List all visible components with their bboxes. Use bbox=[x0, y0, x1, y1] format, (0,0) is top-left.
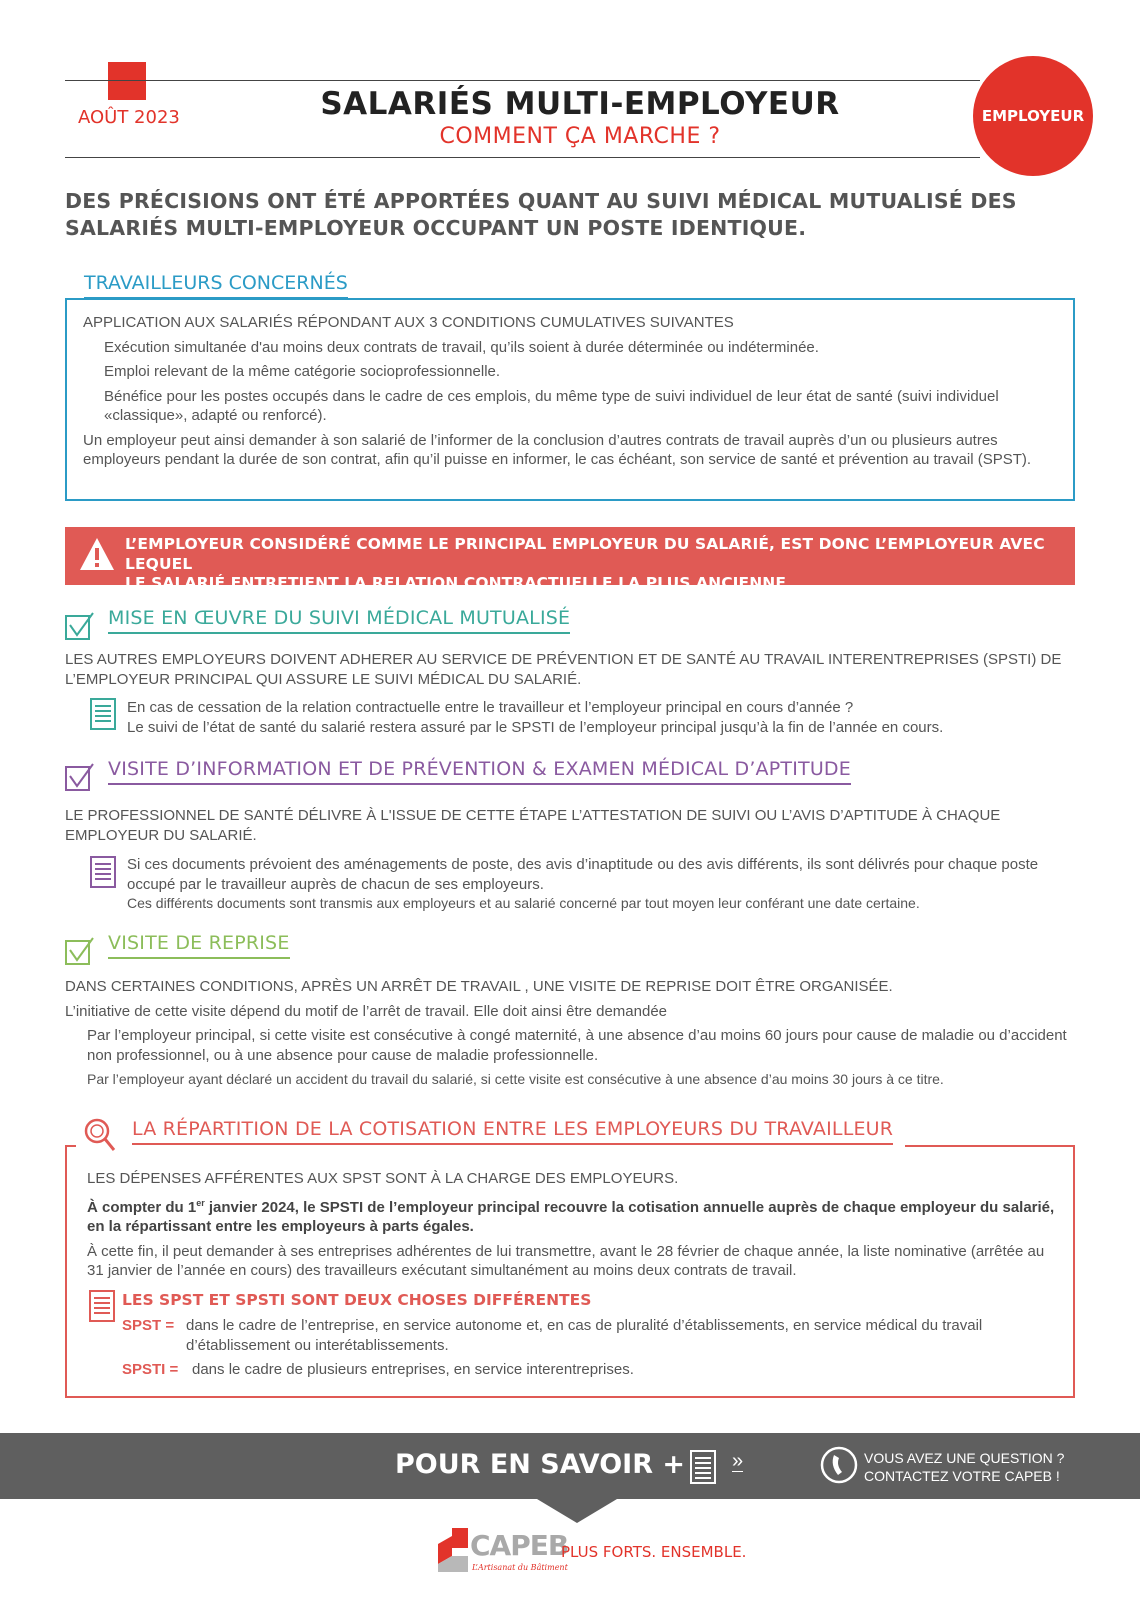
document-icon bbox=[90, 698, 116, 730]
capeb-logo bbox=[434, 1526, 569, 1576]
repartition-bold-pre: À compter du 1 bbox=[87, 1198, 197, 1216]
mise-en-oeuvre-question: En cas de cessation de la relation contractuelle entre le travailleur et l’employeur principal en cours d’année ? bbox=[127, 699, 854, 716]
contact-line-2: CONTACTEZ VOTRE CAPEB ! bbox=[864, 1468, 1060, 1484]
repartition-title: LA RÉPARTITION DE LA COTISATION ENTRE LES EMPLOYEURS DU TRAVAILLEUR bbox=[132, 1118, 893, 1145]
repartition-detail: À cette fin, il peut demander à ses entreprises adhérentes de lui transmettre, avant le 28 février de chaque année, la liste nominative (arrêtée au 31 janvier de l’année en cours) des travailleurs exécutant simultanément au moins deux contrats de travail. bbox=[87, 1242, 1045, 1279]
learn-more-label: POUR EN SAVOIR + bbox=[395, 1449, 686, 1480]
capeb-logo-mark bbox=[434, 1526, 470, 1576]
audience-badge bbox=[973, 56, 1093, 176]
repartition-content bbox=[87, 1169, 1062, 1281]
magnifier-icon bbox=[82, 1117, 116, 1153]
visite-reprise-text: DANS CERTAINES CONDITIONS, APRÈS UN ARRÊT DE TRAVAIL , UNE VISITE DE REPRISE DOIT ÊTRE ORGANISÉE. bbox=[65, 978, 893, 995]
checkbox-icon bbox=[65, 611, 95, 641]
definition-term: SPSTI = bbox=[122, 1361, 179, 1378]
repartition-bold-sup: er bbox=[196, 1197, 205, 1208]
learn-more-link[interactable]: » bbox=[732, 1450, 744, 1472]
definition-row bbox=[122, 1316, 1067, 1355]
intro-text: DES PRÉCISIONS ONT ÉTÉ APPORTÉES QUANT AU SUIVI MÉDICAL MUTUALISÉ DES SALARIÉS MULTI-EMPLOYEUR OCCUPANT UN POSTE IDENTIQUE. bbox=[65, 189, 1017, 240]
travailleurs-content bbox=[83, 313, 1063, 470]
contact-text[interactable] bbox=[864, 1449, 1064, 1485]
definition-term: SPST = bbox=[122, 1317, 175, 1334]
repartition-bold bbox=[87, 1194, 1062, 1237]
visite-reprise-content bbox=[65, 977, 1080, 1090]
warning-banner bbox=[65, 527, 1075, 592]
document-icon bbox=[90, 856, 116, 888]
header-bottom-rule bbox=[65, 157, 980, 158]
phone-icon bbox=[820, 1445, 858, 1485]
header-top-rule bbox=[65, 80, 980, 81]
definition-text: dans le cadre de plusieurs entreprises, en service interentreprises. bbox=[192, 1361, 634, 1378]
travailleurs-note: Un employeur peut ainsi demander à son salarié de l’informer de la conclusion d’autres contrats de travail auprès d’un ou plusieurs autres employeurs pendant la durée de son contrat, afin qu’il puisse en informer, le cas échéant, son service de santé et prévention au travail (SPST). bbox=[83, 431, 1032, 468]
definition-text: dans le cadre de l’entreprise, en service autonome et, en cas de pluralité d’établissements, en service médical du travail d’établissement ou interétablissements. bbox=[186, 1317, 983, 1354]
condition-item: Emploi relevant de la même catégorie socioprofessionnelle. bbox=[104, 363, 501, 380]
travailleurs-title: TRAVAILLEURS CONCERNÉS bbox=[84, 272, 348, 299]
condition-item: Bénéfice pour les postes occupés dans le cadre de ces emplois, du même type de suivi individuel de leur état de santé (suivi individuel «classique», adapté ou renforcé). bbox=[104, 387, 999, 424]
document-link-icon[interactable] bbox=[690, 1450, 716, 1484]
checkbox-icon bbox=[65, 762, 95, 792]
visite-info-note-1: Si ces documents prévoient des aménagements de poste, des avis d’inaptitude ou des avis différents, ils sont délivrés pour chaque poste occupé par le travailleur auprès de chacun de ses employeurs. bbox=[127, 856, 1039, 893]
visite-reprise-intro: L’initiative de cette visite dépend du motif de l’arrêt de travail. Elle doit ainsi être demandée bbox=[65, 1002, 668, 1020]
visite-reprise-item: Par l’employeur ayant déclaré un accident du travail du salarié, si cette visite est consécutive à une absence d’au moins 30 jours à ce titre. bbox=[87, 1071, 944, 1087]
spst-definitions bbox=[122, 1316, 1067, 1380]
visite-info-text: LE PROFESSIONNEL DE SANTÉ DÉLIVRE À L'ISSUE DE CETTE ÉTAPE L’ATTESTATION DE SUIVI OU L’AVIS D’APTITUDE À CHAQUE EMPLOYEUR DU SALARIÉ. bbox=[65, 807, 1001, 844]
mise-en-oeuvre-title: MISE EN ŒUVRE DU SUIVI MÉDICAL MUTUALISÉ bbox=[108, 607, 570, 634]
checkbox-icon bbox=[65, 936, 95, 966]
warning-line-1: L’EMPLOYEUR CONSIDÉRÉ COMME LE PRINCIPAL EMPLOYEUR DU SALARIÉ, EST DONC L’EMPLOYEUR AVEC LEQUEL bbox=[125, 535, 1045, 573]
header-red-square bbox=[108, 62, 146, 100]
page-title: SALARIÉS MULTI-EMPLOYEUR bbox=[320, 86, 840, 122]
warning-line-2: LE SALARIÉ ENTRETIENT LA RELATION CONTRACTUELLE LA PLUS ANCIENNE. bbox=[125, 574, 793, 592]
visite-reprise-title: VISITE DE REPRISE bbox=[108, 932, 290, 959]
header-date: AOÛT 2023 bbox=[78, 107, 180, 128]
slogan: PLUS FORTS. ENSEMBLE. bbox=[561, 1543, 747, 1561]
spst-box-title: LES SPST ET SPSTI SONT DEUX CHOSES DIFFÉRENTES bbox=[122, 1291, 592, 1309]
audience-badge-label: EMPLOYEUR bbox=[981, 107, 1085, 125]
mise-en-oeuvre-answer: Le suivi de l’état de santé du salarié restera assuré par le SPSTI de l’employeur principal jusqu’à la fin de l’année en cours. bbox=[127, 718, 944, 736]
repartition-bold-post: janvier 2024, le SPSTI de l’employeur principal recouvre la cotisation annuelle auprès de chaque employeur du salarié, en la répartissant entre les employeurs à parts égales. bbox=[87, 1198, 1055, 1235]
travailleurs-title-wrap bbox=[72, 272, 360, 294]
page-subtitle: COMMENT ÇA MARCHE ? bbox=[439, 124, 721, 149]
warning-text bbox=[125, 535, 1075, 594]
travailleurs-heading: APPLICATION AUX SALARIÉS RÉPONDANT AUX 3 CONDITIONS CUMULATIVES SUIVANTES bbox=[83, 314, 734, 331]
warning-icon bbox=[79, 536, 115, 572]
visite-info-title: VISITE D’INFORMATION ET DE PRÉVENTION & EXAMEN MÉDICAL D’APTITUDE bbox=[108, 758, 851, 785]
mise-en-oeuvre-text: LES AUTRES EMPLOYEURS DOIVENT ADHERER AU SERVICE DE PRÉVENTION ET DE SANTÉ AU TRAVAIL INTERENTREPRISES (SPSTI) DE L’EMPLOYEUR PRINCIPAL QUI ASSURE LE SUIVI MÉDICAL DU SALARIÉ. bbox=[65, 651, 1062, 688]
contact-line-1: VOUS AVEZ UNE QUESTION ? bbox=[864, 1450, 1065, 1466]
definition-row bbox=[122, 1360, 1067, 1380]
repartition-text: LES DÉPENSES AFFÉRENTES AUX SPST SONT À LA CHARGE DES EMPLOYEURS. bbox=[87, 1170, 679, 1187]
mise-en-oeuvre-note bbox=[127, 698, 1077, 737]
capeb-logo-text: CAPEB bbox=[470, 1529, 569, 1562]
document-icon bbox=[89, 1290, 115, 1322]
footer-arrow bbox=[537, 1499, 617, 1523]
visite-info-note bbox=[127, 855, 1077, 914]
visite-info-note-2: Ces différents documents sont transmis aux employeurs et au salarié concerné par tout moyen leur conférant une date certaine. bbox=[127, 895, 920, 911]
footer-bar bbox=[0, 1433, 1140, 1499]
condition-item: Exécution simultanée d'au moins deux contrats de travail, qu’ils soient à durée déterminée ou indéterminée. bbox=[104, 338, 819, 356]
visite-reprise-item: Par l’employeur principal, si cette visite est consécutive à congé maternité, à une absence d’au moins 60 jours pour cause de maladie ou d’accident non professionnel, ou à une absence pour cause de maladie professionnelle. bbox=[87, 1027, 1067, 1064]
repartition-title-wrap bbox=[76, 1113, 905, 1153]
capeb-logo-tagline: L’Artisanat du Bâtiment bbox=[472, 1563, 568, 1572]
